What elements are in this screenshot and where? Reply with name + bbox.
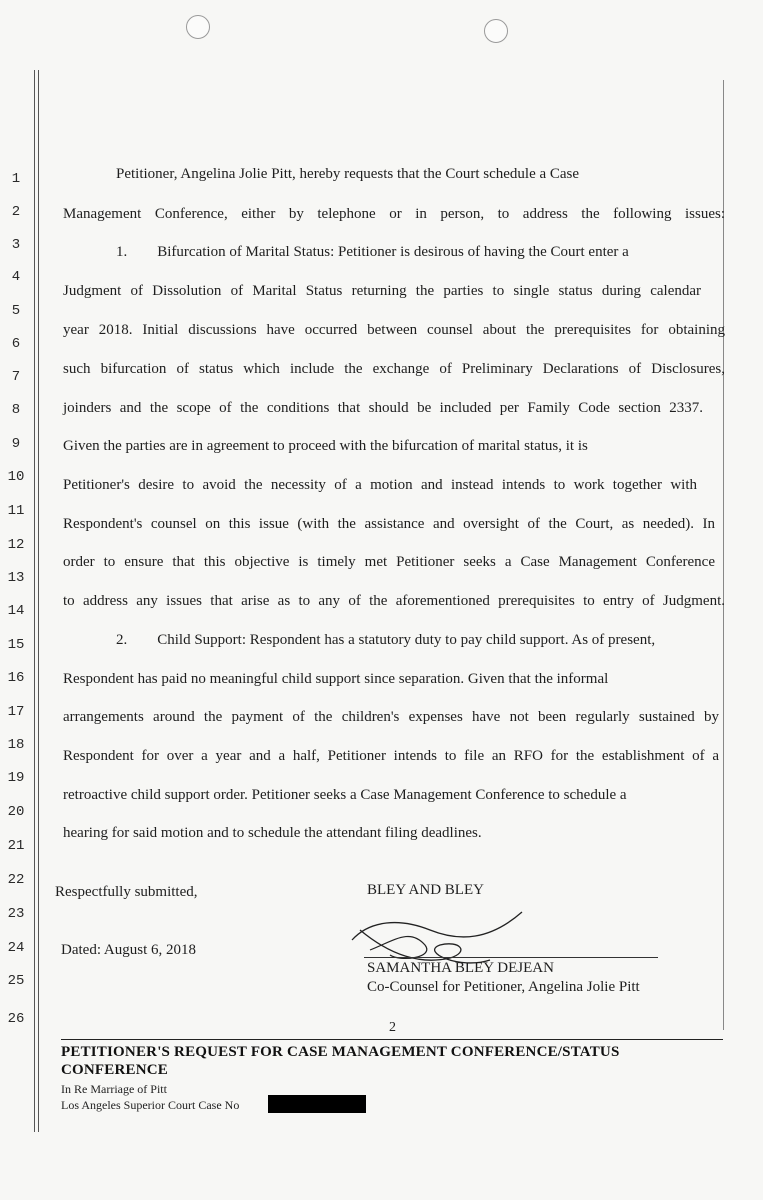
margin-rule-inner [38, 70, 39, 1132]
punch-hole-right [484, 19, 508, 43]
line-number: 19 [7, 770, 25, 786]
signer-title: Co-Counsel for Petitioner, Angelina Jolie Pitt [367, 979, 640, 995]
line-number: 21 [7, 838, 25, 854]
line-number: 24 [7, 940, 25, 956]
line-number: 22 [7, 872, 25, 888]
page-number: 2 [389, 1020, 396, 1035]
signer-name: SAMANTHA BLEY DEJEAN [367, 960, 554, 976]
line-number: 25 [7, 973, 25, 989]
line-number: 26 [7, 1011, 25, 1027]
firm-name: BLEY AND BLEY [367, 882, 484, 898]
footer-document-title: PETITIONER'S REQUEST FOR CASE MANAGEMENT CONFERENCE/STATUS CONFERENCE [61, 1044, 620, 1078]
line-number: 3 [11, 237, 21, 253]
body-line-6: such bifurcation of status which include the exchange of Preliminary Declarations of Disclosures, [63, 361, 725, 377]
body-line-8: Given the parties are in agreement to proceed with the bifurcation of marital status, it is [63, 438, 588, 454]
line-number: 2 [11, 204, 21, 220]
line-number: 17 [7, 704, 25, 720]
footer-case-name: In Re Marriage of Pitt [61, 1082, 167, 1096]
line-number: 5 [11, 303, 21, 319]
line-number: 7 [11, 369, 21, 385]
footer-rule [61, 1039, 723, 1040]
line-number: 12 [7, 537, 25, 553]
body-line-4: Judgment of Dissolution of Marital Status returning the parties to single status during calendar [63, 283, 701, 299]
body-line-17: retroactive child support order. Petitioner seeks a Case Management Conference to schedule a [63, 787, 627, 803]
line-number: 6 [11, 336, 21, 352]
body-line-3: 1. Bifurcation of Marital Status: Petitioner is desirous of having the Court enter a [116, 244, 629, 260]
line-number: 1 [11, 171, 21, 187]
body-line-11: order to ensure that this objective is timely met Petitioner seeks a Case Management Conference [63, 554, 715, 570]
line-number: 14 [7, 603, 25, 619]
margin-rule-outer [34, 70, 35, 1132]
punch-hole-left [186, 15, 210, 39]
body-line-14: Respondent has paid no meaningful child support since separation. Given that the informal [63, 671, 609, 687]
body-line-13: 2. Child Support: Respondent has a statutory duty to pay child support. As of present, [116, 632, 656, 648]
line-number: 16 [7, 670, 25, 686]
line-number: 4 [11, 269, 21, 285]
body-line-16: Respondent for over a year and a half, Petitioner intends to file an RFO for the establishment of a [63, 748, 719, 764]
line-number: 13 [7, 570, 25, 586]
body-line-12: to address any issues that arise as to any of the aforementioned prerequisites to entry of Judgment. [63, 593, 725, 609]
redaction-bar [268, 1095, 366, 1113]
line-number: 10 [7, 469, 25, 485]
footer-court-case: Los Angeles Superior Court Case No [61, 1098, 240, 1112]
line-number: 9 [11, 436, 21, 452]
body-line-18: hearing for said motion and to schedule the attendant filing deadlines. [63, 825, 482, 841]
body-line-7: joinders and the scope of the conditions that should be included per Family Code section 2337. [63, 400, 703, 416]
body-line-15: arrangements around the payment of the children's expenses have not been regularly sustained by [63, 709, 719, 725]
body-line-5: year 2018. Initial discussions have occurred between counsel about the prerequisites for obtaining [63, 322, 725, 338]
line-number: 11 [7, 503, 25, 519]
line-number: 18 [7, 737, 25, 753]
body-line-10: Respondent's counsel on this issue (with the assistance and oversight of the Court, as needed). In [63, 516, 715, 532]
respectfully-submitted: Respectfully submitted, [55, 884, 198, 900]
dated-line: Dated: August 6, 2018 [61, 942, 196, 958]
line-number: 8 [11, 402, 21, 418]
line-number: 23 [7, 906, 25, 922]
line-number: 15 [7, 637, 25, 653]
line-number: 20 [7, 804, 25, 820]
body-line-1: Petitioner, Angelina Jolie Pitt, hereby requests that the Court schedule a Case [116, 166, 580, 182]
body-line-9: Petitioner's desire to avoid the necessity of a motion and instead intends to work together with [63, 477, 697, 493]
body-line-2: Management Conference, either by telephone or in person, to address the following issues: [63, 206, 725, 222]
